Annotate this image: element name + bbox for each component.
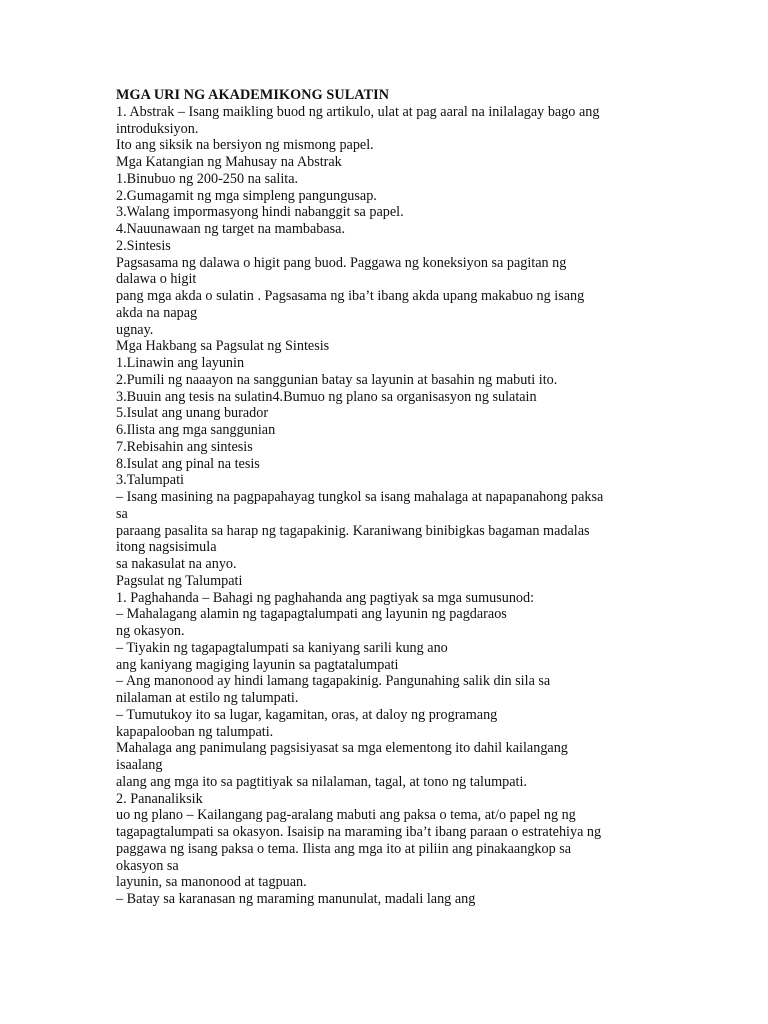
text-line: Mga Katangian ng Mahusay na Abstrak: [116, 154, 342, 170]
text-line: – Isang masining na pagpapahayag tungkol sa isang mahalaga at napapanahong paksa: [116, 489, 604, 505]
text-line: layunin, sa manonood at tagpuan.: [116, 874, 307, 891]
text-line: Mahalaga ang panimulang pagsisiyasat sa mga elementong ito dahil kailangang: [116, 740, 568, 757]
text-line: 2. Pananaliksik: [116, 790, 203, 807]
text-line: 2.Pumili ng naaayon na sanggunian batay sa layunin at basahin ng mabuti ito.: [116, 371, 558, 388]
text-line: Pagsasama ng dalawa o higit pang buod. Paggawa ng koneksiyon sa pagitan ng: [116, 254, 567, 271]
text-line: 8.Isulat ang pinal na tesis: [116, 455, 260, 472]
text-line: 1. Abstrak – Isang maikling buod ng artikulo, ulat at pag aaral na inilalagay bago ang: [116, 103, 600, 120]
text-line: – Mahalagang alamin ng tagapagtalumpati ang layunin ng pagdaraos: [116, 606, 507, 623]
text-line: – Tiyakin ng tagapagtalumpati sa kaniyang sarili kung ano: [116, 639, 448, 656]
text-line: paggawa ng isang paksa o tema. Ilista ang mga ito at piliin ang pinakaangkop sa: [116, 840, 572, 857]
text-line: isaalang: [116, 757, 163, 773]
text-line: Mga Hakbang sa Pagsulat ng Sintesis: [116, 338, 330, 355]
text-line: 6.Ilista ang mga sanggunian: [116, 422, 276, 438]
text-line: kapapalooban ng talumpati.: [116, 723, 274, 740]
text-line: dalawa o higit: [116, 271, 197, 288]
text-line: itong nagsisimula: [116, 539, 217, 556]
text-line: 7.Rebisahin ang sintesis: [116, 438, 253, 455]
text-line: 2.Gumagamit ng mga simpleng pangungusap.: [116, 187, 377, 204]
document-page: [116, 87, 656, 908]
text-line: – Ang manonood ay hindi lamang tagapakinig. Pangunahing salik din sila sa: [116, 673, 551, 690]
text-line: alang ang mga ito sa pagtitiyak sa nilalaman, tagal, at tono ng talumpati.: [116, 773, 527, 790]
text-line: – Tumutukoy ito sa lugar, kagamitan, oras, at daloy ng programang: [116, 706, 498, 723]
text-line: 3.Walang impormasyong hindi nabanggit sa papel.: [116, 204, 404, 221]
text-line: introduksiyon.: [116, 120, 199, 137]
text-line: 1.Binubuo ng 200-250 na salita.: [116, 170, 299, 187]
text-line: – Batay sa karanasan ng maraming manunulat, madali lang ang: [116, 891, 476, 907]
text-line: ng okasyon.: [116, 623, 185, 639]
text-line: sa: [116, 505, 128, 522]
text-line: Ito ang siksik na bersiyon ng mismong papel.: [116, 137, 374, 154]
text-line: tagapagtalumpati sa okasyon. Isaisip na maraming iba’t ibang paraan o estratehiya ng: [116, 824, 602, 840]
text-line: uo ng plano – Kailangang pag-aralang mabuti ang paksa o tema, at/o papel ng ng: [116, 807, 576, 824]
text-line: 2.Sintesis: [116, 237, 171, 254]
text-line: nilalaman at estilo ng talumpati.: [116, 690, 299, 706]
document-body: [116, 104, 656, 908]
text-line: 1.Linawin ang layunin: [116, 355, 245, 371]
text-line: 1. Paghahanda – Bahagi ng paghahanda ang pagtiyak sa mga sumusunod:: [116, 589, 535, 606]
document-title: MGA URI NG AKADEMIKONG SULATIN: [116, 87, 390, 103]
text-line: 4.Nauunawaan ng target na mambabasa.: [116, 221, 346, 237]
text-line: pang mga akda o sulatin . Pagsasama ng iba’t ibang akda upang makabuo ng isang: [116, 288, 585, 304]
text-line: okasyon sa: [116, 857, 179, 874]
text-line: paraang pasalita sa harap ng tagapakinig. Karaniwang binibigkas bagaman madalas: [116, 522, 590, 539]
text-line: ugnay.: [116, 321, 154, 338]
text-line: ang kaniyang magiging layunin sa pagtatalumpati: [116, 656, 399, 673]
text-line: 3.Talumpati: [116, 472, 184, 489]
text-line: sa nakasulat na anyo.: [116, 556, 237, 572]
text-line: 3.Buuin ang tesis na sulatin4.Bumuo ng plano sa organisasyon ng sulatain: [116, 388, 537, 405]
text-line: Pagsulat ng Talumpati: [116, 572, 243, 589]
text-line: akda na napag: [116, 304, 198, 321]
text-line: 5.Isulat ang unang burador: [116, 405, 269, 422]
